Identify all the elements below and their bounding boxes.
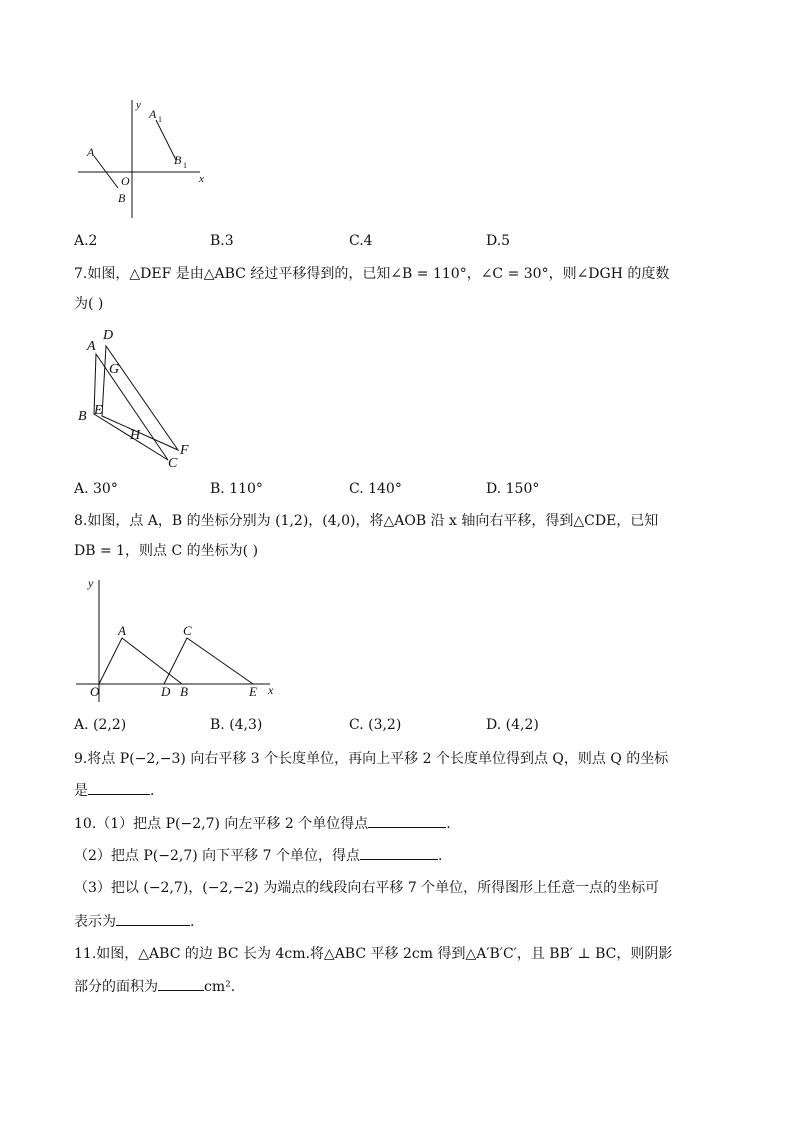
q10-part1-suffix: .	[446, 816, 451, 832]
point-a1-label: A	[149, 107, 157, 121]
y-axis-label: y	[88, 576, 94, 590]
point-e-label: E	[249, 684, 257, 699]
point-b-label: B	[180, 684, 188, 699]
y-axis-label: y	[136, 99, 141, 111]
q8-options	[74, 717, 754, 737]
q6-option-b[interactable]: B.3	[210, 233, 234, 249]
q10-part2-blank[interactable]	[360, 845, 438, 860]
q6-figure	[72, 96, 212, 226]
point-a-label: A	[87, 339, 96, 354]
q7-option-c[interactable]: C. 140°	[349, 481, 402, 497]
point-a1-subscript: 1	[158, 115, 162, 124]
q10-part2-suffix: .	[437, 848, 443, 864]
q9-line2-suffix: .	[150, 783, 155, 799]
q10-part3-line1: （3）把以 (−2,7)，(−2,−2) 为端点的线段向右平移 7 个单位，所得图形上任意一点的坐标可	[74, 880, 660, 896]
q8-figure	[72, 572, 282, 707]
q11-answer-blank[interactable]	[158, 976, 204, 991]
point-b1-label: B	[174, 153, 182, 167]
q11-line2-suffix: cm².	[204, 979, 236, 995]
point-b1-subscript: 1	[183, 161, 187, 170]
q10-part1-blank[interactable]	[368, 813, 446, 828]
q8-option-d[interactable]: D. (4,2)	[486, 717, 539, 733]
q8-option-b[interactable]: B. (4,3)	[210, 717, 263, 733]
q11-line2-prefix: 部分的面积为	[74, 979, 158, 995]
point-f-label: F	[180, 443, 189, 458]
point-h-label: H	[130, 428, 141, 443]
q10-part1-text: 10.（1）把点 P(−2,7) 向左平移 2 个单位得点	[74, 816, 369, 832]
point-d-label: D	[103, 328, 114, 343]
point-c-label: C	[168, 456, 178, 471]
point-b-label: B	[78, 409, 87, 424]
triangle-cde	[164, 638, 253, 684]
origin-label: O	[90, 684, 100, 699]
q10-part1	[74, 813, 451, 834]
q9-line2-prefix: 是	[74, 783, 88, 799]
q10-part3-suffix: .	[190, 914, 195, 930]
q8-option-a[interactable]: A. (2,2)	[74, 717, 127, 733]
q6-option-a[interactable]: A.2	[74, 233, 98, 249]
q11-stem-line2	[74, 976, 235, 997]
q8-stem-line2: DB = 1，则点 C 的坐标为( )	[74, 543, 259, 559]
q7-option-d[interactable]: D. 150°	[486, 481, 540, 497]
q6-options	[74, 233, 754, 253]
q9-stem-line1: 9.将点 P(−2,−3) 向右平移 3 个长度单位，再向上平移 2 个长度单位得到点 Q，则点 Q 的坐标	[74, 751, 669, 767]
q7-option-b[interactable]: B. 110°	[210, 481, 263, 497]
triangle-aob	[99, 638, 182, 684]
x-axis-label: x	[199, 173, 204, 185]
q7-option-a[interactable]: A. 30°	[74, 481, 118, 497]
q6-option-d[interactable]: D.5	[486, 233, 511, 249]
q9-answer-blank[interactable]	[88, 780, 150, 795]
q8-option-c[interactable]: C. (3,2)	[349, 717, 402, 733]
q6-option-c[interactable]: C.4	[349, 233, 373, 249]
point-a-label: A	[118, 623, 126, 638]
origin-label: O	[121, 174, 130, 188]
q10-part3-text: 表示为	[74, 914, 116, 930]
point-e-label: E	[94, 403, 103, 418]
q7-stem-line1: 7.如图，△DEF 是由△ABC 经过平移得到的，已知∠B = 110°，∠C = 30°，则∠DGH 的度数	[74, 266, 670, 282]
point-g-label: G	[109, 362, 120, 377]
q7-figure	[72, 322, 212, 472]
point-b-label: B	[118, 191, 126, 205]
point-a-label: A	[87, 145, 95, 159]
q7-options	[74, 481, 754, 501]
q10-part2-text: （2）把点 P(−2,7) 向下平移 7 个单位，得点	[74, 848, 360, 864]
x-axis-label: x	[268, 683, 274, 697]
q9-stem-line2	[74, 780, 154, 801]
segment-a1b1	[156, 120, 176, 160]
q8-stem-line1: 8.如图，点 A，B 的坐标分别为 (1,2)，(4,0)，将△AOB 沿 x 轴向右平移，得到△CDE，已知	[74, 513, 659, 529]
q10-part3-blank[interactable]	[116, 911, 190, 926]
point-c-label: C	[183, 623, 192, 638]
q7-stem-line2: 为( )	[74, 296, 104, 312]
q10-part3-line2	[74, 911, 194, 932]
q10-part2	[74, 845, 442, 866]
point-d-label: D	[161, 684, 171, 699]
q11-stem-line1: 11.如图，△ABC 的边 BC 长为 4cm.将△ABC 平移 2cm 得到△A′B′C′，且 BB′ ⊥ BC，则阴影	[74, 946, 673, 962]
